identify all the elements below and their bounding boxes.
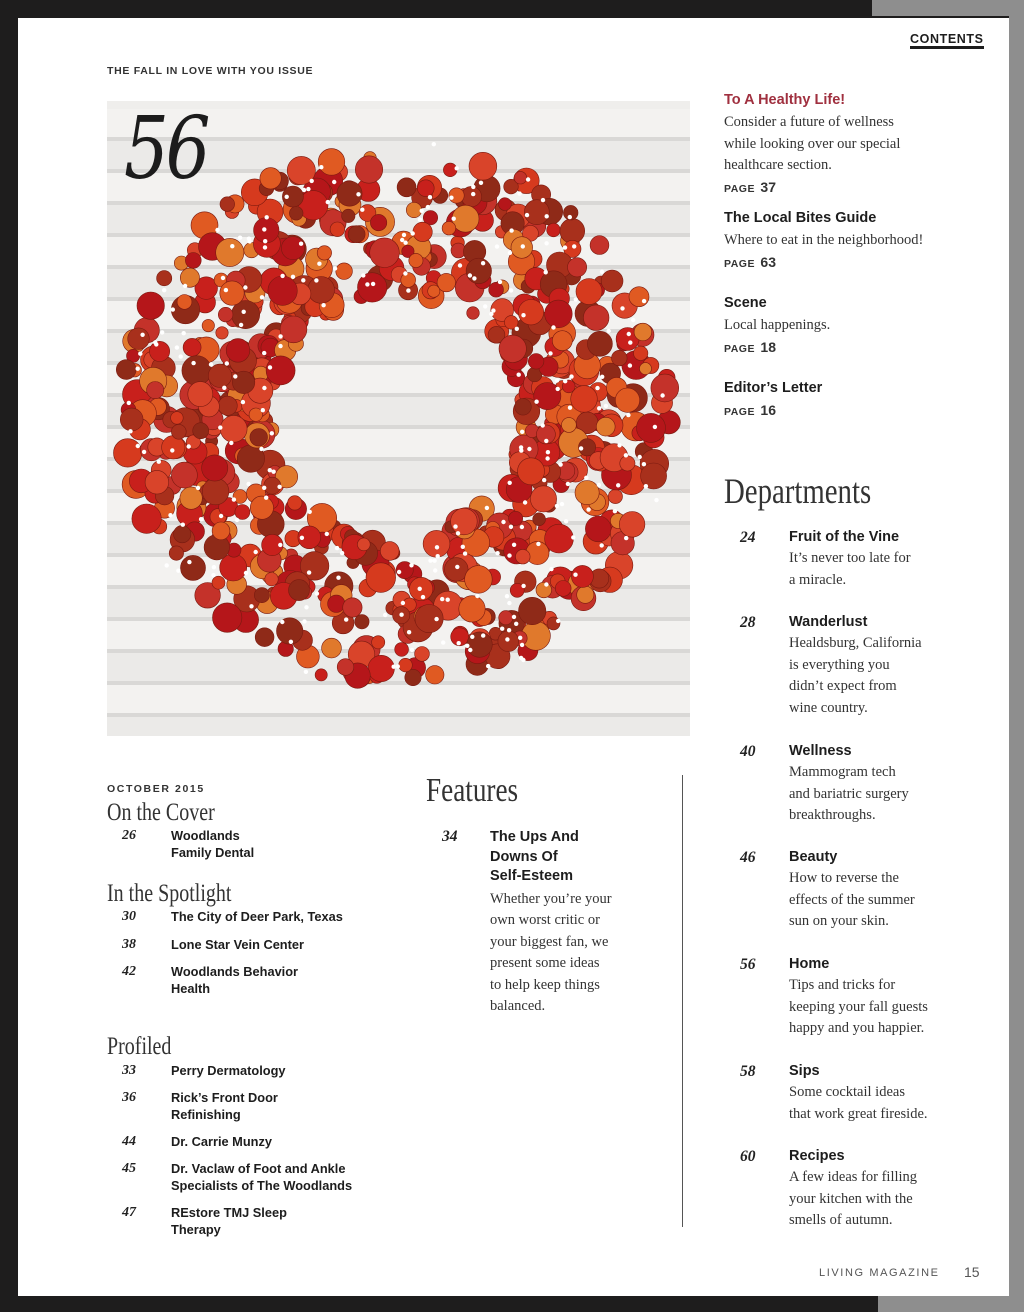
dept-desc-line: Tips and tricks for: [789, 977, 896, 993]
profiled-heading: Profiled: [107, 1033, 172, 1060]
profiled-item-page: 47: [122, 1205, 136, 1220]
dept-page-number: 40: [740, 743, 756, 760]
dept-desc-line: How to reverse the: [789, 870, 899, 886]
highlight-title: Scene: [724, 295, 767, 311]
footer-magazine-name: LIVING MAGAZINE: [819, 1267, 940, 1279]
highlight-title: To A Healthy Life!: [724, 92, 846, 108]
page-ref: PAGE 16: [724, 402, 776, 418]
dept-item-5[interactable]: [789, 1063, 928, 1125]
feature-desc-line: your biggest fan, we: [490, 933, 609, 950]
dept-desc-line: happy and you happier.: [789, 1020, 925, 1036]
entry-line: Specialists of The Woodlands: [171, 1177, 353, 1193]
dept-title: Wellness: [789, 743, 852, 759]
dept-desc-line: didn’t expect from: [789, 678, 897, 694]
page-ref: PAGE 18: [724, 338, 776, 355]
dept-desc-line: keeping your fall guests: [789, 998, 928, 1015]
dept-desc-line: A few ideas for filling: [789, 1169, 918, 1185]
entry-line: Dr. Carrie Munzy: [171, 1134, 272, 1149]
frame-accent-right: [1009, 0, 1024, 1312]
profiled-item-page: 33: [122, 1063, 136, 1078]
dept-desc-line: your kitchen with the: [789, 1190, 913, 1207]
entry-line: REstore TMJ Sleep: [171, 1205, 287, 1220]
spotlight-item-page: 30: [122, 909, 136, 924]
entry-line: Family Dental: [171, 844, 255, 860]
dept-title: Recipes: [789, 1148, 845, 1164]
cover-item-page: 26: [122, 828, 136, 843]
issue-date: OCTOBER 2015: [107, 783, 205, 795]
feature-desc-line: Whether you’re your: [490, 890, 612, 907]
dept-page-number: 28: [740, 614, 756, 631]
entry-line: The City of Deer Park, Texas: [171, 909, 343, 924]
dept-title: Beauty: [789, 849, 838, 865]
dept-desc-line: a miracle.: [789, 571, 847, 588]
dept-title: Wanderlust: [789, 614, 868, 630]
dept-desc-line: Some cocktail ideas: [789, 1084, 905, 1100]
dept-desc-line: smells of autumn.: [789, 1212, 893, 1228]
highlight-1[interactable]: [724, 210, 984, 270]
spotlight-item-page: 42: [122, 964, 136, 979]
features-heading: Features: [426, 772, 519, 809]
on-the-cover-heading: On the Cover: [107, 799, 215, 826]
frame-accent-top: [872, 0, 1024, 16]
entry-line: Rick’s Front Door: [171, 1090, 278, 1105]
profiled-item-page: 44: [122, 1134, 136, 1149]
entry-line: Dr. Vaclaw of Foot and Ankle: [171, 1161, 346, 1176]
highlight-desc-line: healthcare section.: [724, 157, 832, 173]
dept-desc-line: effects of the summer: [789, 891, 915, 908]
dept-item-0[interactable]: [789, 529, 911, 591]
dept-desc-line: wine country.: [789, 699, 868, 716]
profiled-item-page: 45: [122, 1161, 136, 1176]
feature-page-number: 34: [442, 828, 458, 845]
dept-item-2[interactable]: [789, 743, 909, 827]
highlight-3[interactable]: [724, 380, 984, 418]
profiled-item-page: 36: [122, 1090, 136, 1105]
dept-desc-line: Healdsburg, California: [789, 635, 922, 651]
highlight-title: Editor’s Letter: [724, 380, 823, 396]
dept-page-number: 60: [740, 1148, 756, 1165]
highlight-0[interactable]: [724, 92, 984, 195]
entry-line: Perry Dermatology: [171, 1063, 286, 1078]
cover-item-0[interactable]: [171, 828, 254, 861]
dept-page-number: 58: [740, 1063, 756, 1080]
entry-line: Woodlands Behavior: [171, 964, 299, 979]
dept-desc-line: It’s never too late for: [789, 550, 911, 566]
dept-item-4[interactable]: [789, 956, 928, 1040]
profiled-item-2[interactable]: [171, 1134, 272, 1151]
feature-desc-line: balanced.: [490, 998, 546, 1014]
dept-desc-line: Mammogram tech: [789, 764, 896, 780]
dept-page-number: 56: [740, 956, 756, 973]
dept-desc-line: sun on your skin.: [789, 913, 889, 929]
profiled-item-1[interactable]: [171, 1090, 278, 1123]
feature-title-line: Self-Esteem: [490, 868, 574, 884]
dept-desc-line: is everything you: [789, 656, 890, 673]
dept-page-number: 24: [740, 529, 756, 546]
departments-heading: Departments: [724, 471, 872, 511]
entry-line: Woodlands: [171, 828, 240, 843]
dept-desc-line: breakthroughs.: [789, 807, 876, 823]
entry-line: Health: [171, 980, 211, 996]
highlight-desc-line: Where to eat in the neighborhood!: [724, 232, 924, 248]
feature-desc-line: to help keep things: [490, 976, 600, 993]
magazine-page: [18, 18, 1009, 1296]
frame-accent-bottom: [878, 1296, 1024, 1312]
dept-title: Home: [789, 956, 830, 972]
feature-item-0[interactable]: [490, 828, 612, 1018]
column-divider: [682, 775, 683, 1227]
dept-title: Fruit of the Vine: [789, 529, 900, 545]
profiled-item-4[interactable]: [171, 1205, 287, 1238]
spotlight-item-0[interactable]: [171, 909, 343, 926]
dept-desc-line: that work great fireside.: [789, 1105, 928, 1122]
feature-title-line: Downs Of: [490, 848, 558, 865]
page-ref: PAGE 37: [724, 178, 776, 195]
feature-title-line: The Ups And: [490, 829, 579, 845]
spotlight-item-1[interactable]: [171, 937, 304, 954]
highlight-2[interactable]: [724, 295, 984, 355]
issue-title: THE FALL IN LOVE WITH YOU ISSUE: [107, 65, 314, 77]
contents-label: CONTENTS: [910, 32, 984, 49]
dept-page-number: 46: [740, 849, 756, 866]
highlight-desc-line: while looking over our special: [724, 135, 901, 152]
highlight-desc-line: Local happenings.: [724, 317, 831, 333]
entry-line: Refinishing: [171, 1106, 241, 1122]
entry-line: Therapy: [171, 1221, 221, 1237]
dept-item-3[interactable]: [789, 849, 915, 933]
profiled-item-3[interactable]: [171, 1161, 352, 1194]
feature-desc-line: own worst critic or: [490, 912, 600, 928]
dept-title: Sips: [789, 1063, 820, 1079]
highlight-title: The Local Bites Guide: [724, 210, 877, 226]
feature-desc-line: present some ideas: [490, 955, 600, 971]
entry-line: Lone Star Vein Center: [171, 937, 304, 952]
footer-page-number: 15: [964, 1264, 980, 1280]
cover-page-number: 56: [124, 99, 208, 199]
page-ref: PAGE 63: [724, 253, 776, 270]
in-the-spotlight-heading: In the Spotlight: [107, 880, 232, 907]
dept-item-6[interactable]: [789, 1148, 917, 1232]
spotlight-item-page: 38: [122, 937, 136, 952]
spotlight-item-2[interactable]: [171, 964, 298, 997]
highlight-desc-line: Consider a future of wellness: [724, 114, 894, 130]
profiled-item-0[interactable]: [171, 1063, 286, 1080]
dept-desc-line: and bariatric surgery: [789, 785, 909, 802]
dept-item-1[interactable]: [789, 614, 922, 719]
